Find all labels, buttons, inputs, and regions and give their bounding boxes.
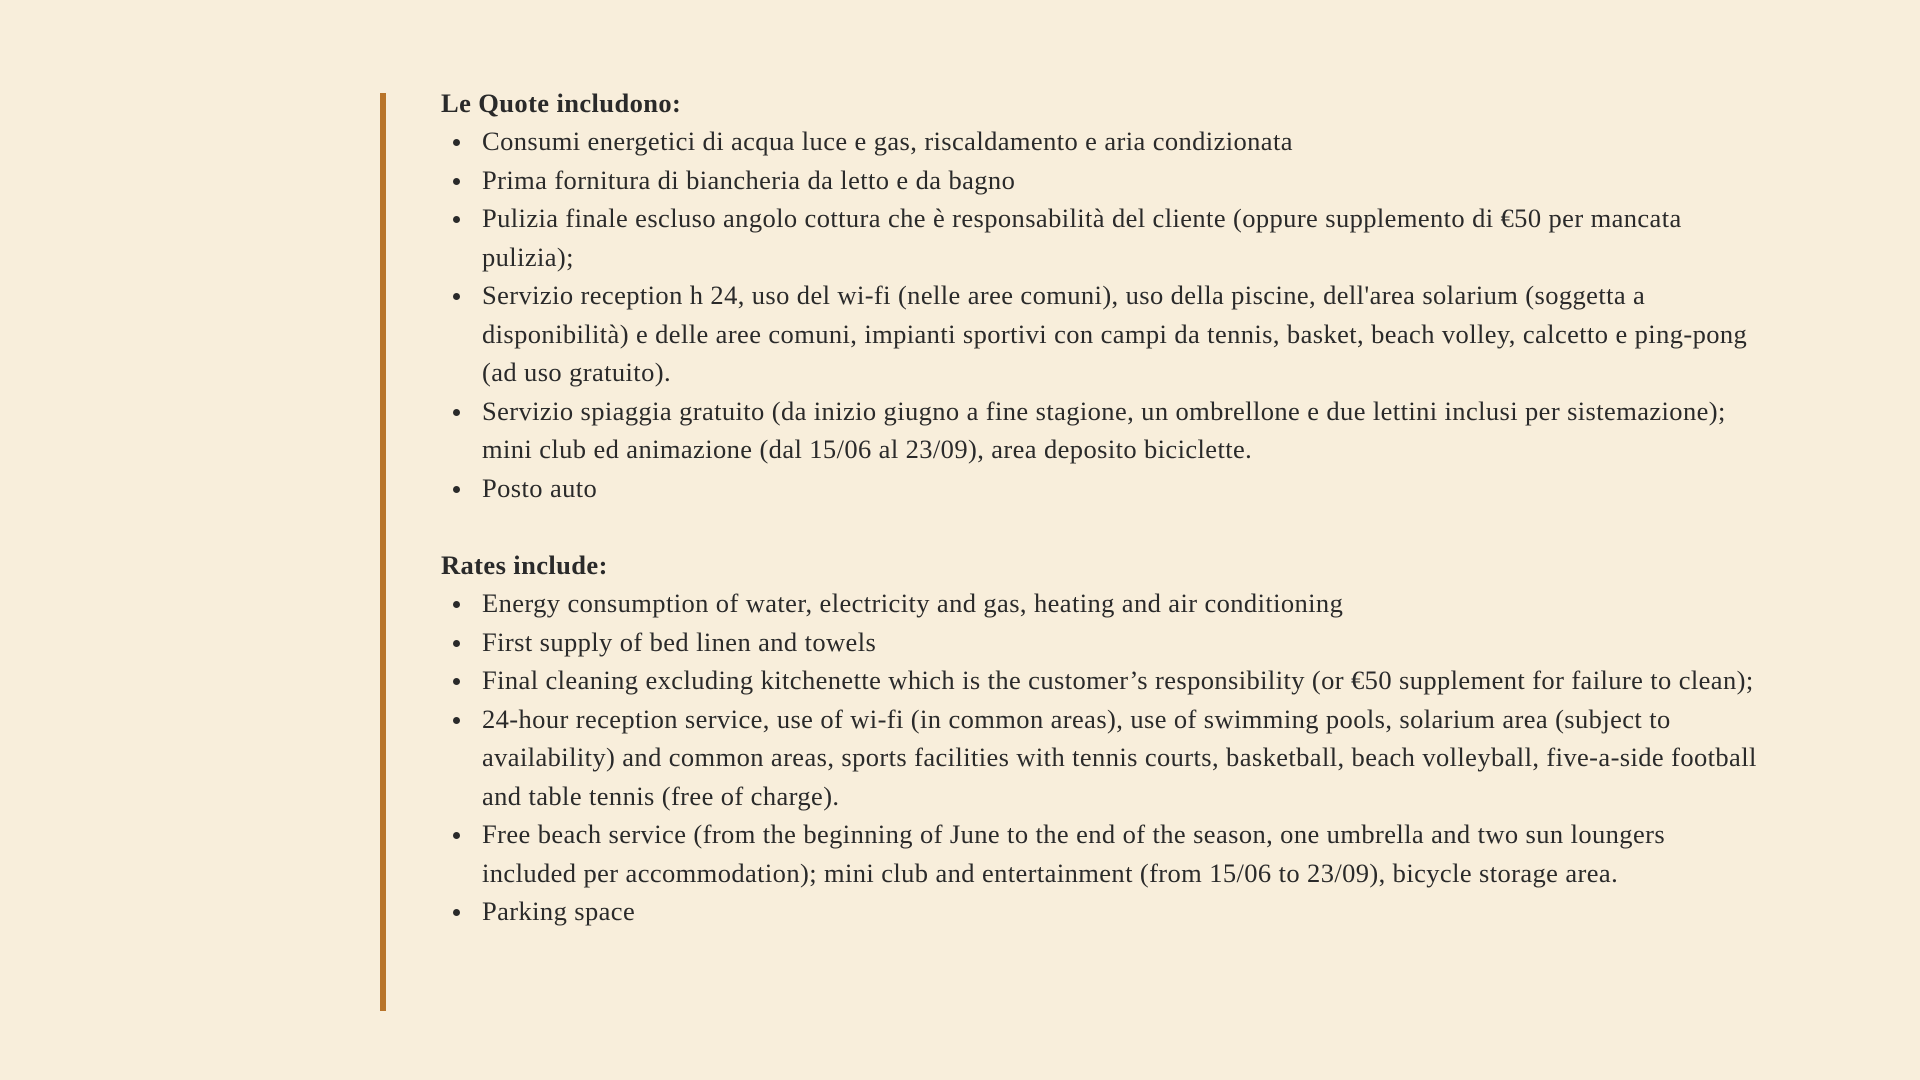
italian-heading: Le Quote includono: xyxy=(441,88,682,118)
section-gap xyxy=(441,507,1761,546)
list-item: Servizio spiaggia gratuito (da inizio giugno a fine stagione, un ombrellone e due lettini inclusi per sistemazione); mini club ed animazione (dal 15/06 al 23/09), area deposito biciclette. xyxy=(441,392,1761,469)
english-heading: Rates include: xyxy=(441,550,608,580)
list-item: Posto auto xyxy=(441,469,1761,508)
english-list xyxy=(441,584,1761,931)
list-item: First supply of bed linen and towels xyxy=(441,623,1761,662)
accent-bar xyxy=(380,93,386,1011)
list-item: Servizio reception h 24, uso del wi-fi (nelle aree comuni), uso della piscine, dell'area solarium (soggetta a disponibilità) e delle aree comuni, impianti sportivi con campi da tennis, basket, beach volley, calcetto e ping-pong (ad uso gratuito). xyxy=(441,276,1761,392)
list-item: Prima fornitura di biancheria da letto e da bagno xyxy=(441,161,1761,200)
italian-list xyxy=(441,122,1761,507)
list-item: Free beach service (from the beginning of June to the end of the season, one umbrella and two sun loungers included per accommodation); mini club and entertainment (from 15/06 to 23/09), bicycle storage area. xyxy=(441,815,1761,892)
content xyxy=(441,84,1761,931)
list-item: Energy consumption of water, electricity and gas, heating and air conditioning xyxy=(441,584,1761,623)
list-item: Pulizia finale escluso angolo cottura che è responsabilità del cliente (oppure supplemento di €50 per mancata pulizia); xyxy=(441,199,1761,276)
list-item: Consumi energetici di acqua luce e gas, riscaldamento e aria condizionata xyxy=(441,122,1761,161)
list-item: Parking space xyxy=(441,892,1761,931)
list-item: 24-hour reception service, use of wi-fi (in common areas), use of swimming pools, solarium area (subject to availability) and common areas, sports facilities with tennis courts, basketball, beach volleyball, five-a-side football and table tennis (free of charge). xyxy=(441,700,1761,816)
list-item: Final cleaning excluding kitchenette which is the customer’s responsibility (or €50 supplement for failure to clean); xyxy=(441,661,1761,700)
